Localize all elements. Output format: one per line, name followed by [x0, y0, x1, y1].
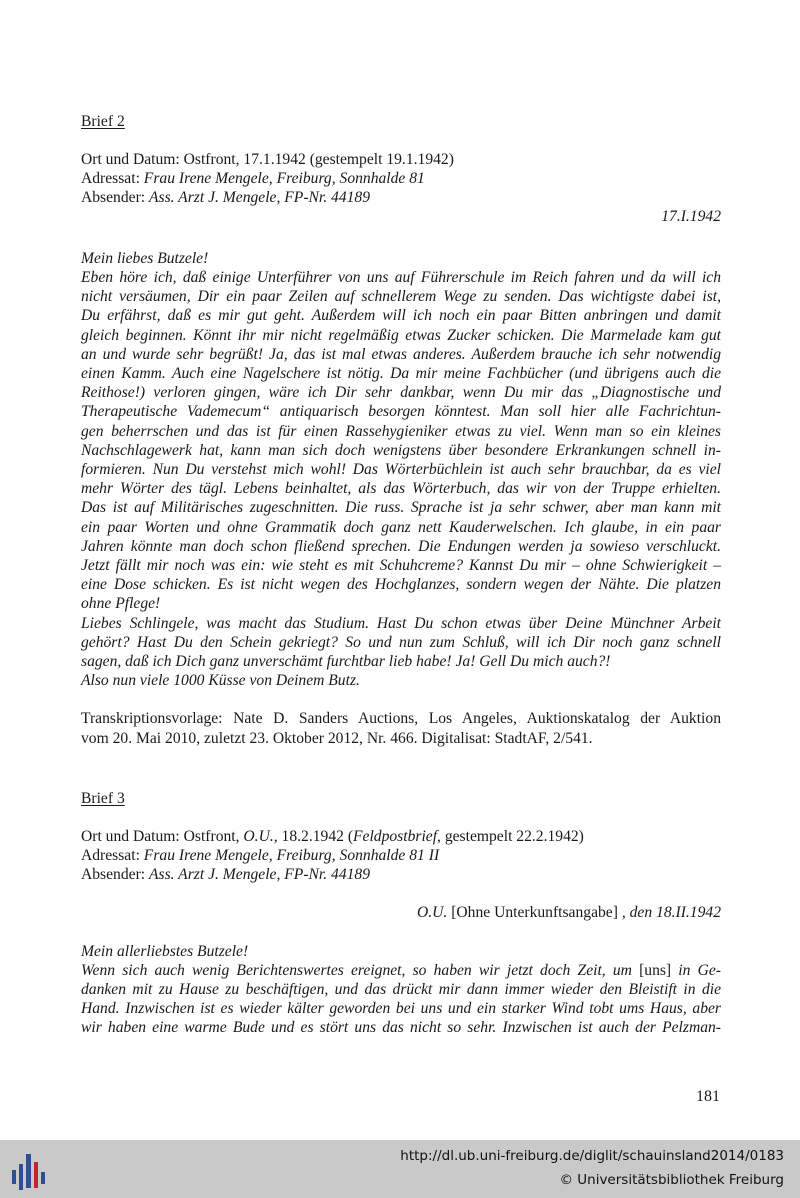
- brief2-body-line: Jahren könnte man doch schon fließend sprechen. Die Endungen werden ja sowieso verschluckt.: [81, 538, 721, 555]
- brief3-line1-a: Wenn sich auch wenig Berichtenswertes ereignet, so haben wir jetzt doch Zeit, um: [81, 962, 640, 979]
- brief3-ort-b: O.U.: [243, 828, 274, 845]
- digitalisat-url-link[interactable]: http://dl.ub.uni-freiburg.de/diglit/schauinsland2014/0183: [400, 1148, 784, 1164]
- library-footer: [0, 1140, 800, 1198]
- brief2-body-line: Reithose!) verloren gingen, wäre ich Dir sehr dankbar, wenn Du mir das „Diagnostische und: [81, 384, 721, 401]
- page-number: 181: [696, 1088, 720, 1105]
- copyright-text: © Universitätsbibliothek Freiburg: [559, 1172, 784, 1188]
- brief2-body-line: sagen, daß ich Dich ganz unverschämt furchtbar lieb habe! Ja! Gell Du mich auch?!: [81, 653, 611, 670]
- brief2-body-line: ein paar Worten und ohne Grammatik doch ganz nett Kauderwelschen. Ich glaube, in ein paar: [81, 519, 721, 536]
- brief2-adressat-label: Adressat:: [81, 170, 144, 187]
- brief2-body-line: Jetzt fällt mir noch was ein: wie steht es mit Schuhcreme? Kannst Du mir – ohne Schwierigkeit –: [81, 557, 721, 574]
- brief3-body-line: Hand. Inzwischen ist es wieder kälter geworden bei uns und ein starker Wind tobt ums Haus, aber: [81, 1000, 721, 1017]
- brief3-absender: [81, 865, 721, 884]
- brief3-date: [81, 903, 721, 922]
- brief2-body-line: gleich beginnen. Könnt ihr mir nicht regelmäßig etwas Zucker schicken. Die Marmelade kam gut: [81, 327, 721, 344]
- brief2-body-line: nicht versäumen, Dir ein paar Zeilen auf schnellerem Wege zu senden. Das wichtigste dabei ist,: [81, 288, 721, 305]
- brief3-line1-c: in Ge-: [671, 962, 721, 979]
- brief2-absender-value: Ass. Arzt J. Mengele, FP-Nr. 44189: [149, 189, 371, 206]
- brief3-absender-value: Ass. Arzt J. Mengele, FP-Nr. 44189: [149, 866, 371, 883]
- brief2-body-line: Eben höre ich, daß einige Unterführer von uns auf Führerschule im Reich fahren und da will ich: [81, 269, 721, 286]
- brief2-body-line: gen beherrschen und das ist für einen Rassehygieniker etwas zu viel. Wenn man so ein kleines: [81, 423, 721, 440]
- brief3-ort-d: Feldpostbrief: [353, 828, 438, 845]
- brief2-body-line: Nachschlagewerk hat, kann man sich doch wenigstens über besondere Erkrankungen schnell in-: [81, 442, 721, 459]
- brief2-body-line: Du erfährst, daß es mir gut geht. Außerdem will ich noch ein paar Bitten anbringen und damit: [81, 307, 721, 324]
- brief2-source-line: Transkriptionsvorlage: Nate D. Sanders Auctions, Los Angeles, Auktionskatalog der Auktion: [81, 710, 721, 727]
- brief2-body-line: eine Dose schicken. Es ist nicht wegen des Hochglanzes, sondern wegen der Nähte. Die platzen: [81, 576, 721, 593]
- brief2-body-line: mehr Wörter des tägl. Lebens beinhaltet, als das Wörterbuch, das wir von der Truppe erhielten.: [81, 480, 721, 497]
- brief3-adressat-label: Adressat:: [81, 847, 144, 864]
- brief2-source-line: vom 20. Mai 2010, zuletzt 23. Oktober 2012, Nr. 466. Digitalisat: StadtAF, 2/541.: [81, 730, 593, 747]
- brief3-date-c: , den 18.II.1942: [621, 904, 721, 921]
- brief3-ort-a: Ort und Datum: Ostfront,: [81, 828, 244, 845]
- brief2-body-line: Das ist auf Militärisches zugeschnitten. Die russ. Sprache ist ja sehr schwer, aber man kann mit: [81, 499, 721, 516]
- brief2-body-line: ohne Pflege!: [81, 595, 161, 612]
- brief2-title: Brief 2: [81, 113, 125, 130]
- brief2-body-line: einen Kamm. Auch eine Nagelschere ist nötig. Da mir meine Fachbücher (und übrigens auch die: [81, 365, 721, 382]
- brief3-line1-b: [uns]: [639, 962, 672, 979]
- brief2-body-line: formieren. Nun Du verstehst mich wohl! Das Wörterbüchlein ist auch sehr brauchbar, da es viel: [81, 461, 721, 478]
- brief2-adressat-value: Frau Irene Mengele, Freiburg, Sonnhalde 81: [143, 170, 425, 187]
- brief3-adressat-value: Frau Irene Mengele, Freiburg, Sonnhalde 81 II: [143, 847, 440, 864]
- brief3-absender-label: Absender:: [81, 866, 149, 883]
- brief3-ort-e: , gestempelt 22.2.1942): [437, 828, 584, 845]
- brief3-adressat: [81, 846, 721, 865]
- brief3-body-line-first: [81, 961, 721, 980]
- brief2-ort-datum: Ort und Datum: Ostfront, 17.1.1942 (gestempelt 19.1.1942): [81, 151, 454, 168]
- brief2-body-line: Liebes Schlingele, was macht das Studium. Hast Du schon etwas über Deine Münchner Arbeit: [81, 615, 721, 632]
- brief2-salutation: Mein liebes Butzele!: [81, 250, 209, 267]
- brief2-adressat: [81, 169, 721, 188]
- brief2-absender-label: Absender:: [81, 189, 149, 206]
- brief3-body-line: danken mit zu Hause zu beschäftigen, und das drückt mir dann immer wieder den Bleistift in die: [81, 981, 721, 998]
- brief3-ort-c: , 18.2.1942 (: [273, 828, 354, 845]
- brief3-ort-datum: [81, 827, 721, 846]
- brief2-body-line: gehört? Hast Du den Schein gekriegt? So und nun zum Schluß, will ich Dir noch ganz schnell: [81, 634, 721, 651]
- library-logo-icon: [10, 1150, 50, 1190]
- brief3-salutation: Mein allerliebstes Butzele!: [81, 943, 249, 960]
- brief2-absender: [81, 188, 721, 207]
- brief2-body-line: Therapeutische Vademecum“ antiquarisch besorgen könntest. Man soll hier alle Fachrichtun-: [81, 403, 721, 420]
- brief3-date-a: O.U.: [416, 904, 448, 921]
- brief2-body-line: Also nun viele 1000 Küsse von Deinem Butz.: [81, 672, 360, 689]
- brief3-body-line: wir haben eine warme Bude und es stört uns das nicht so sehr. Inzwischen ist auch der Pelzman-: [81, 1019, 721, 1036]
- brief2-date: 17.I.1942: [661, 208, 721, 225]
- brief3-date-b: [Ohne Unterkunftsangabe]: [447, 904, 622, 921]
- brief2-body-line: an und wurde sehr begrüßt! Ja, das ist mal etwas anderes. Außerdem brauche ich sehr notwendig: [81, 346, 721, 363]
- brief3-title: Brief 3: [81, 790, 125, 807]
